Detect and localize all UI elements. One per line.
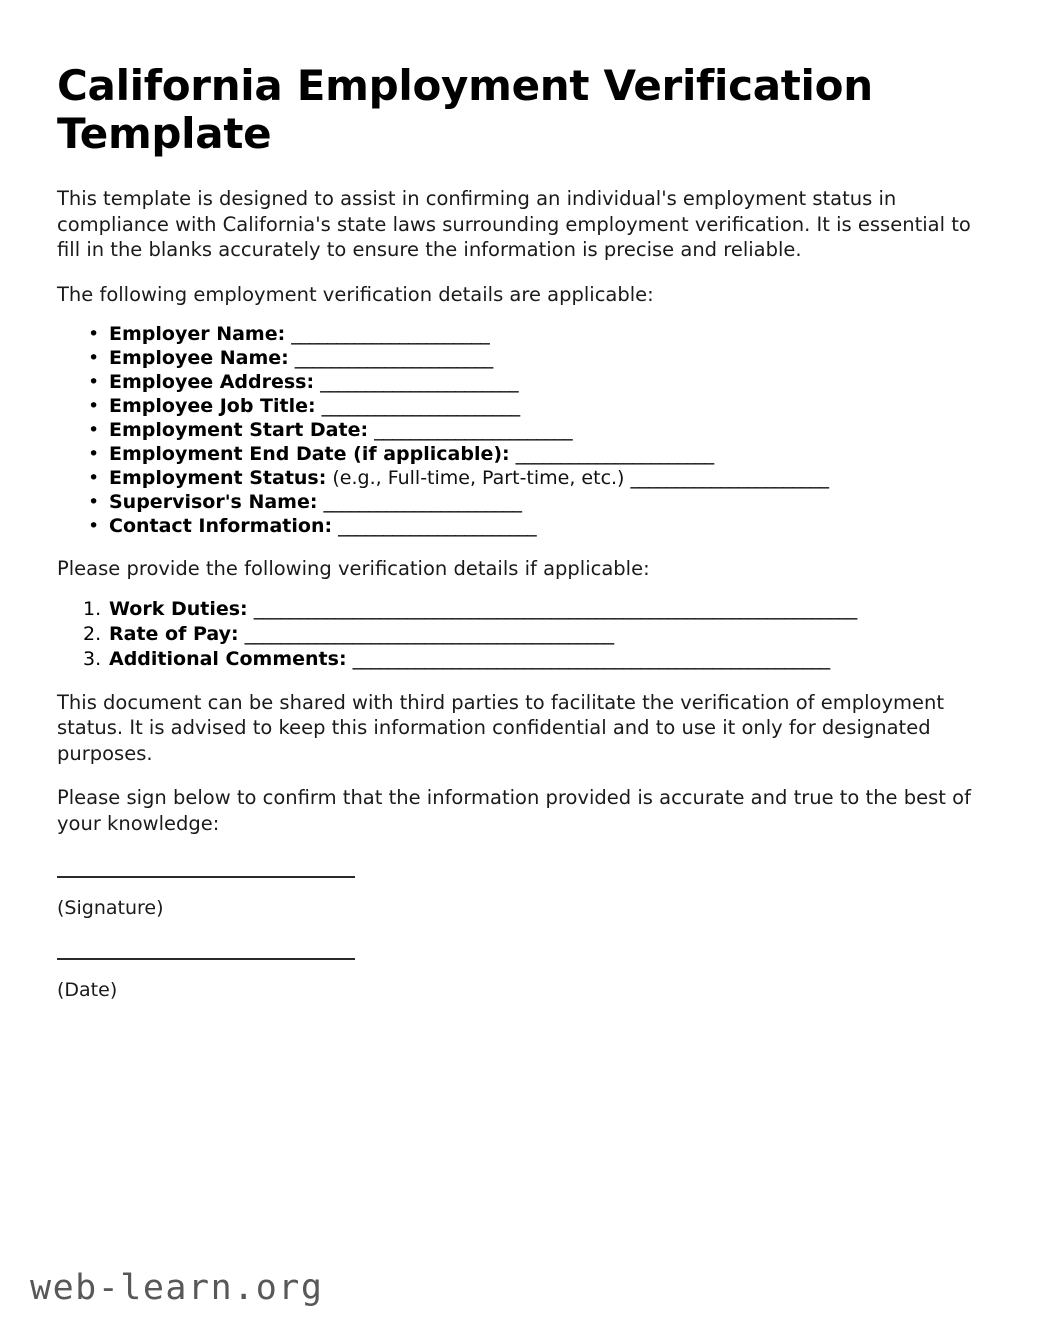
list-item bbox=[57, 597, 982, 622]
field-blank[interactable]: ______________________ bbox=[338, 515, 537, 537]
spacer bbox=[57, 878, 982, 896]
field-label: Employee Address: bbox=[109, 371, 315, 393]
spacer bbox=[57, 920, 982, 958]
sharing-paragraph: This document can be shared with third parties to facilitate the verification of employment status. It is advised to keep this information confidential and to use it only for designated purposes. bbox=[57, 690, 944, 765]
list-item bbox=[57, 466, 982, 490]
field-blank[interactable]: ______________________ bbox=[321, 395, 520, 417]
list-item bbox=[57, 346, 982, 370]
date-block bbox=[57, 958, 982, 1002]
field-label: Supervisor's Name: bbox=[109, 491, 318, 513]
detail-blank[interactable]: _____________________________________________________ bbox=[352, 647, 830, 670]
list-item bbox=[57, 442, 982, 466]
spacer bbox=[57, 263, 982, 282]
field-label: Employment End Date (if applicable): bbox=[109, 443, 510, 465]
detail-blank[interactable]: _________________________________________ bbox=[244, 622, 614, 645]
list-item bbox=[57, 322, 982, 346]
spacer bbox=[57, 766, 982, 785]
field-blank[interactable]: ______________________ bbox=[374, 419, 573, 441]
signature-block bbox=[57, 876, 982, 920]
field-blank[interactable]: ______________________ bbox=[291, 323, 490, 345]
field-list-lead-in: The following employment verification details are applicable: bbox=[57, 282, 654, 306]
list-item bbox=[57, 490, 982, 514]
spacer bbox=[57, 672, 982, 690]
spacer bbox=[57, 158, 982, 186]
detail-label: Rate of Pay: bbox=[109, 622, 239, 645]
employment-fields-list bbox=[57, 322, 982, 538]
field-label: Contact Information: bbox=[109, 515, 333, 537]
details-lead-in: Please provide the following verification details if applicable: bbox=[57, 557, 650, 580]
signature-caption: (Signature) bbox=[57, 897, 164, 919]
detail-label: Additional Comments: bbox=[109, 647, 347, 670]
list-item bbox=[57, 418, 982, 442]
field-blank[interactable]: ______________________ bbox=[515, 443, 714, 465]
field-blank[interactable]: ______________________ bbox=[320, 371, 519, 393]
detail-label: Work Duties: bbox=[109, 597, 248, 620]
spacer bbox=[57, 836, 982, 876]
list-item bbox=[57, 514, 982, 538]
spacer bbox=[57, 582, 982, 597]
field-label: Employment Status: bbox=[109, 467, 327, 489]
date-caption: (Date) bbox=[57, 979, 118, 1001]
signature-instruction-paragraph: Please sign below to confirm that the information provided is accurate and true to the best of your knowledge: bbox=[57, 786, 971, 835]
list-item bbox=[57, 370, 982, 394]
detail-blank[interactable]: ___________________________________________________________________ bbox=[253, 597, 857, 620]
field-blank[interactable]: ______________________ bbox=[323, 491, 522, 513]
list-item bbox=[57, 647, 982, 672]
field-label: Employee Job Title: bbox=[109, 395, 316, 417]
field-label: Employer Name: bbox=[109, 323, 286, 345]
page-title: California Employment Verification Template bbox=[57, 61, 873, 158]
field-blank[interactable]: ______________________ bbox=[294, 347, 493, 369]
field-label: Employment Start Date: bbox=[109, 419, 369, 441]
field-blank[interactable]: ______________________ bbox=[630, 467, 829, 489]
field-note: (e.g., Full-time, Part-time, etc.) bbox=[332, 467, 625, 489]
list-item bbox=[57, 622, 982, 647]
site-watermark: web-learn.org bbox=[30, 1268, 324, 1308]
intro-paragraph: This template is designed to assist in confirming an individual's employment status in compliance with California's state laws surrounding employment verification. It is essential to fill in the blanks accurately to ensure the information is precise and reliable. bbox=[57, 187, 971, 261]
spacer bbox=[57, 538, 982, 556]
spacer bbox=[57, 960, 982, 978]
list-item bbox=[57, 394, 982, 418]
document-content bbox=[57, 62, 982, 1002]
spacer bbox=[57, 307, 982, 322]
field-label: Employee Name: bbox=[109, 347, 289, 369]
verification-details-list bbox=[57, 597, 982, 672]
